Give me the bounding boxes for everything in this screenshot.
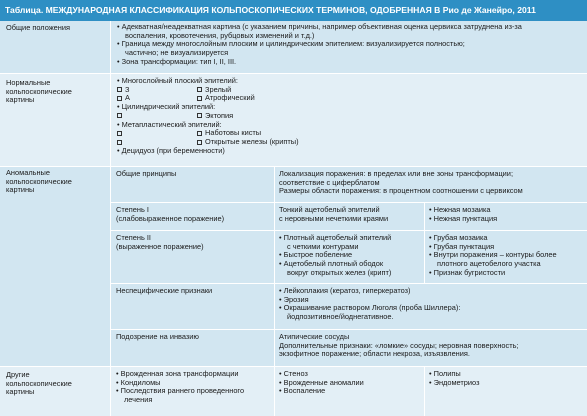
section-other-label: Другие кольпоскопические картины [6, 370, 72, 397]
other-col1 [111, 366, 274, 416]
list-item: • Грубая пунктация [429, 243, 583, 252]
option-row: Эктопия [117, 112, 583, 121]
invasion-content: Атипические сосуды Дополнительные признаки: «ломкие» сосуды; неровная поверхность; экзофитное поражение; области некроза, изъязвления. [279, 332, 519, 359]
grade2-mid [275, 230, 424, 283]
section-general-content [111, 21, 587, 73]
checkbox-icon [197, 87, 202, 92]
other-col2 [275, 366, 424, 416]
checkbox-icon [117, 87, 122, 92]
list-item: • Нежная мозаика [429, 206, 583, 215]
checkbox-icon [117, 131, 122, 136]
column-divider [424, 202, 425, 283]
list-item: • Адекватная/неадекватная картина (с указанием причины, например объективная оценка цервикса затруднена из-за [117, 23, 583, 32]
option-row: Наботовы кисты [117, 129, 583, 138]
checkbox-icon [117, 96, 122, 101]
section-abnormal-label: Аномальные кольпоскопические картины [6, 168, 72, 195]
table-title: Таблица. МЕЖДУНАРОДНАЯ КЛАССИФИКАЦИЯ КОЛЬПОСКОПИЧЕСКИХ ТЕРМИНОВ, ОДОБРЕННАЯ В Рио де Жанейро, 2011 [0, 0, 587, 21]
row-divider [0, 73, 587, 74]
checkbox-icon [197, 113, 202, 118]
list-item: • Эндометриоз [429, 379, 583, 388]
list-item: • Зона трансформации: тип I, II, III. [117, 58, 583, 67]
list-item: • Плотный ацетобелый эпителий [279, 234, 420, 243]
column-divider [274, 166, 275, 416]
list-item: • Признак бугристости [429, 269, 583, 278]
list-item: • Окрашивание раствором Люголя (проба Шиллера): [279, 304, 583, 313]
list-item: • Стеноз [279, 370, 420, 379]
list-item: лечения [124, 395, 153, 405]
row-divider [111, 329, 587, 330]
section-general-label: Общие положения [6, 23, 70, 32]
row-divider [111, 230, 587, 231]
row-divider [0, 166, 587, 167]
list-item: • Врожденные аномалии [279, 379, 420, 388]
list-item: вокруг открытых желез (крипт) [287, 267, 392, 277]
section-normal-label: Нормальные кольпоскопические картины [6, 78, 72, 105]
principles-content: Локализация поражения: в пределах или вне зоны трансформации; соответствие с циферблатом Размеры области поражения: в процентном соотношении с цервиксом [279, 169, 523, 196]
row-divider [111, 283, 587, 284]
other-col3 [425, 366, 587, 416]
list-item: йодпозитивное/йоднегативное. [287, 312, 394, 322]
grade2-label: Степень II (выраженное поражение) [116, 233, 204, 251]
grade1-right [425, 202, 587, 230]
list-item: • Лейкоплакия (кератоз, гиперкератоз) [279, 287, 583, 296]
grade1-mid: Тонкий ацетобелый эпителий с неровными нечеткими краями [279, 205, 389, 223]
list-item: • Последствия раннего проведенного [116, 387, 270, 396]
list-item: частично; не визуализируется [125, 48, 229, 58]
checkbox-icon [117, 113, 122, 118]
row-divider [111, 202, 587, 203]
list-item: воспаления, кровотечения, рубцовых изменений и т.д.) [125, 30, 315, 40]
section-normal-content [111, 73, 587, 166]
checkbox-icon [197, 140, 202, 145]
checkbox-icon [197, 96, 202, 101]
column-divider [110, 21, 111, 416]
checkbox-icon [197, 131, 202, 136]
list-item: • Эрозия [279, 296, 583, 305]
option-row: А Атрофический [117, 94, 583, 103]
list-item: • Многослойный плоский эпителий: [117, 77, 583, 86]
principles-label: Общие принципы [116, 169, 177, 178]
nonspecific-label: Неспецифические признаки [116, 286, 213, 295]
list-item: • Кондиломы [116, 379, 270, 388]
list-item: • Нежная пунктация [429, 215, 583, 224]
list-item: с четкими контурами [287, 241, 359, 251]
list-item: • Граница между многослойным плоским и цилиндрическим эпителием: визуализируется полностью; [117, 40, 583, 49]
list-item: • Внутри поражения – контуры более [429, 251, 583, 260]
column-divider [424, 366, 425, 416]
list-item: • Воспаление [279, 387, 420, 396]
grade2-right [425, 230, 587, 283]
list-item: плотного ацетобелого участка [437, 259, 541, 269]
list-item: • Метапластический эпителий: [117, 121, 583, 130]
row-divider [0, 366, 587, 367]
list-item: • Быстрое побеление [279, 251, 420, 260]
invasion-label: Подозрение на инвазию [116, 332, 199, 341]
list-item: • Полипы [429, 370, 583, 379]
grade1-label: Степень I (слабовыраженное поражение) [116, 205, 225, 223]
list-item: • Цилиндрический эпителий: [117, 103, 583, 112]
list-item: • Врожденная зона трансформации [116, 370, 270, 379]
list-item: • Грубая мозаика [429, 234, 583, 243]
option-row: З Зрелый [117, 86, 583, 95]
option-row: Открытые железы (крипты) [117, 138, 583, 147]
checkbox-icon [117, 140, 122, 145]
list-item: • Децидуоз (при беременности) [117, 147, 583, 156]
nonspecific-content [275, 283, 587, 329]
list-item: • Ацетобелый плотный ободок [279, 260, 420, 269]
